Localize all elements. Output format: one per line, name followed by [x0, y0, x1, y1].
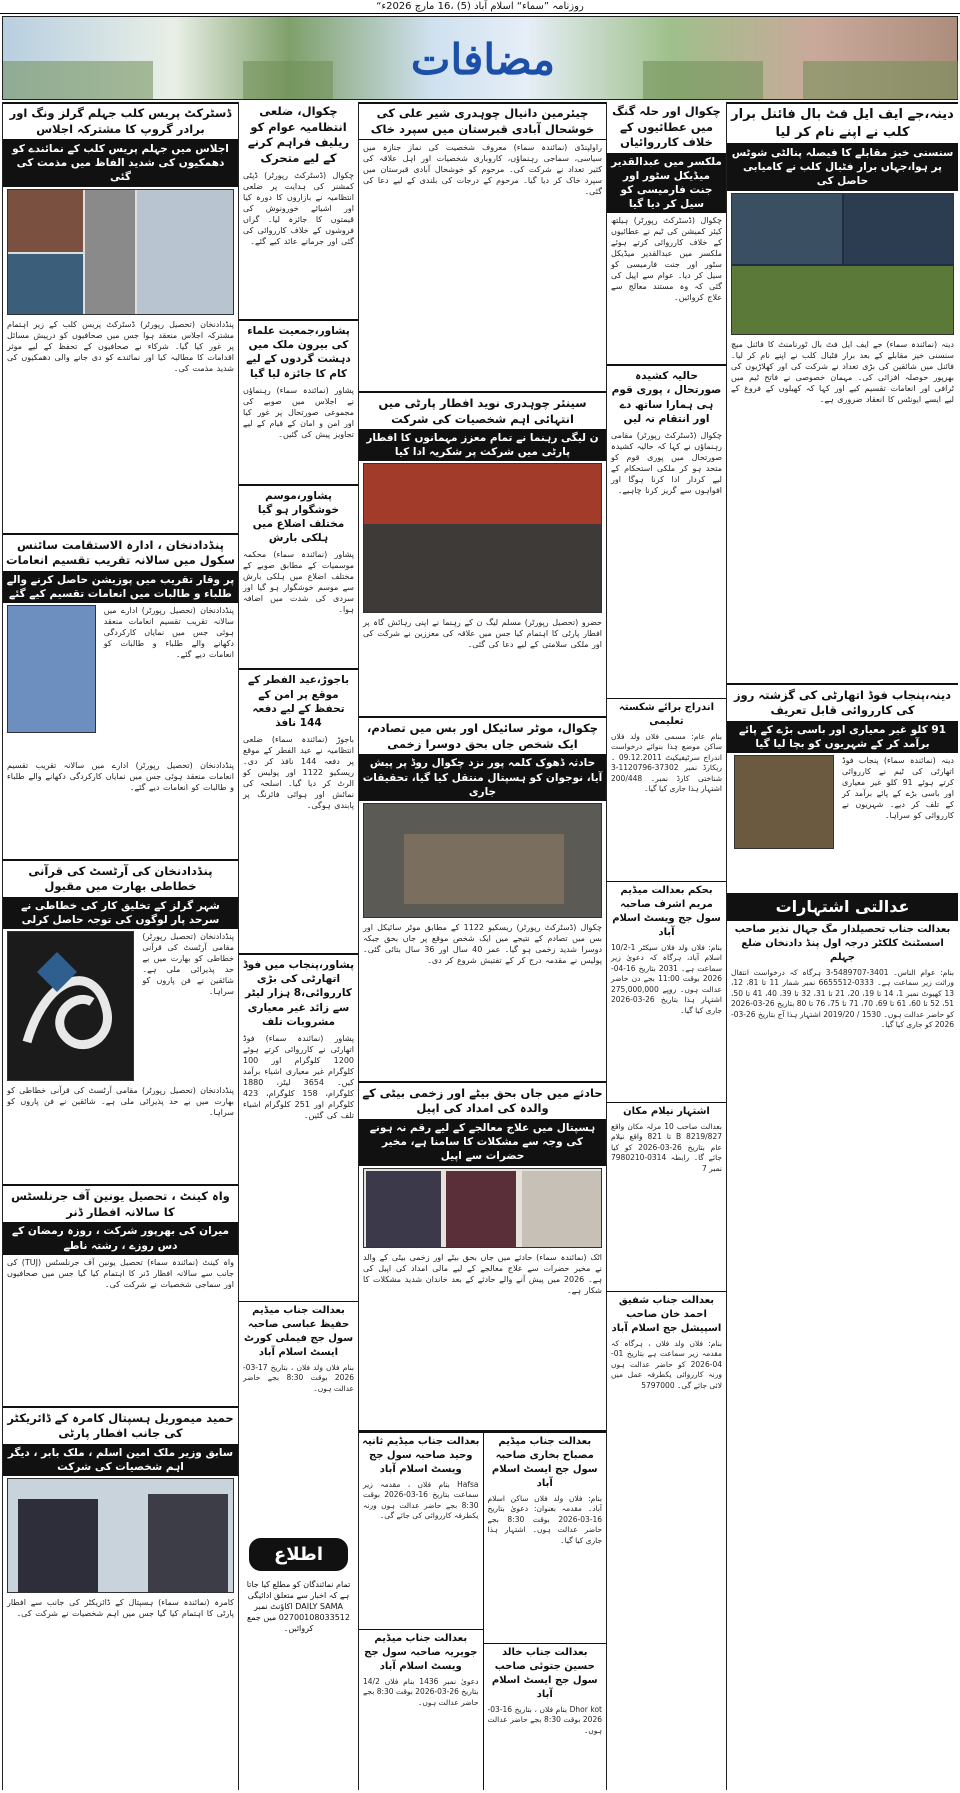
column-5	[2, 102, 238, 1790]
section-banner	[2, 16, 958, 100]
article-body: دینہ (نمائندہ سماء) جے ایف ایل فٹ بال ٹورنامنٹ کا فائنل میچ سنسنی خیز مقابلے کے بعد برار فٹبال کلب نے اپنے نام کر لیا۔ فائنل میں شائقین کی بڑی تعداد نے شرکت کی اور کھلاڑیوں کی بھرپور حوصلہ افزائی کی۔ مہمان خصوصی نے فاتح ٹیم میں ٹرافی اور انعامات تقسیم کیے اور کہا کہ کھیلوں کے فروغ کے لیے ایسے ایونٹس کا انعقاد ضروری ہے۔	[731, 339, 954, 404]
subheadline: سابق وزیر ملک امین اسلم ، ملک بابر ، دیگر اہم شخصیات کی شرکت	[3, 1444, 238, 1476]
notice-body: دعویٰ نمبر 1436 بنام فلاں 14/2 بتاریخ 26-03-2026 بوقت 8:30 بجے حاضر عدالت ہوں۔	[363, 1676, 479, 1707]
iftar-group-photo	[363, 463, 602, 613]
article-body: حضرو (تحصیل رپورٹر) مسلم لیگ ن کے رہنما نے اپنی رہائش گاہ پر افطار پارٹی کا اہتمام کیا جس میں علاقہ کی معززین نے شرکت کی اور ملکی سلامتی کے لیے دعا کی گئی۔	[363, 618, 602, 650]
subheadline: سنسنی خیز مقابلے کا فیصلہ پنالٹی شوٹس پر ہوا،جہاں برار فٹبال کلب نے کامیابی حاصل کی	[727, 144, 958, 191]
calligraphy-icon	[7, 932, 133, 1080]
article-body: کامرہ (نمائندہ سماء) ہسپتال کے ڈائریکٹر کی جانب سے افطار پارٹی کا اہتمام کیا گیا جس میں اہم شخصیات نے شرکت کی۔	[7, 1598, 234, 1619]
iftar-photo	[7, 1478, 234, 1593]
notice-heading: اندراج برائے شکستہ تعلیمی	[618, 701, 715, 727]
notice-body: Dhor kot بنام فلاں ، بتاریخ 16-03-2026 بوقت 8:30 بجے حاضر عدالت ہوں۔	[487, 1704, 602, 1735]
notice-body: بنام فلاں ولد فلاں ، بتاریخ 17-03-2026 بوقت 8:30 بجے حاضر عدالت ہوں۔	[243, 1362, 354, 1393]
subheadline: شہر گرلز کے تخلیق کار کی خطاطی نے سرحد پار لوگوں کی توجہ حاصل کرلی	[3, 897, 238, 929]
divider	[239, 319, 358, 321]
subheadline: پر وقار تقریب میں پوزیشن حاصل کرنے والے طلباء و طالبات میں انعامات تقسیم کیے گئے	[3, 571, 238, 603]
article-body: پنڈدادنخان (تحصیل رپورٹر) مقامی آرٹسٹ کی قرآنی خطاطی کو بھارت میں بے حد پذیرائی ملی ہے۔ شائقین نے فن پاروں کو سراہا۔	[142, 932, 234, 997]
food-photo	[734, 755, 834, 849]
article-body: دینہ (نمائندہ سماء) پنجاب فوڈ اتھارٹی کی ٹیم نے کارروائی کرتے ہوئے 91 کلو غیر معیاری اور باسی بڑے کے پائے برآمد کر کے تلف کر دیے۔ شہریوں نے کارروائی کو سراہا۔	[842, 755, 954, 820]
column-2	[606, 102, 726, 1790]
article-body: باجوڑ (نمائندہ سماء) ضلعی انتظامیہ نے عید الفطر کے موقع پر دفعہ 144 نافذ کر دی۔ ریسکیو 1122 اور پولیس کو الرٹ کر دیا گیا۔ اسلحہ کی نمائش اور ہوائی فائرنگ پر پابندی ہوگی۔	[243, 735, 354, 811]
notice-body: بنام: فلاں ولد فلاں ، ہرگاہ کہ مقدمہ زیر سماعت ہے بتاریخ 01-04-2026 کو حاضر عدالت ہوں ورنہ کارروائی یکطرفہ عمل میں لائی جائے گی۔ 5797000	[611, 1338, 722, 1390]
headline: چکوال، ضلعی انتظامیہ عوام کو ریلیف فراہم کرنے کے لیے متحرک	[247, 104, 350, 165]
notice-body: بنام عام: مسمی فلاں ولد فلاں ساکن موضع ہٰذا بنوائے درخواست اندراج سرٹیفیکیٹ 09.12.2011 ۔ ریکارڈ نمبر 37302-1120796-3 شناختی کارڈ نمبر۔ 200/448 اشتہار ہذا جاری کیا گیا۔	[611, 731, 722, 794]
notice-body: Hafsa بنام فلاں ، مقدمہ زیر سماعت بتاریخ 16-03-2026 بوقت 8:30 بجے حاضر عدالت ہوں ورنہ یکطرفہ کارروائی کی جائے گی۔	[363, 1479, 479, 1520]
divider	[727, 683, 958, 685]
banner-photo-center-left	[243, 61, 333, 99]
column-4	[238, 102, 358, 1790]
article-body: چکوال (ڈسٹرکٹ رپورٹر) ریسکیو 1122 کے مطابق موٹر سائیکل اور بس میں تصادم کے نتیجے میں ایک شخص موقع پر جاں بحق جبکہ دوسرا شدید زخمی ہو گیا۔ عمر 40 سال اور 36 سال بتائی گئی۔ پولیس نے مقدمہ درج کر کے تفتیش شروع کر دی۔	[363, 922, 603, 965]
court-notice	[607, 698, 726, 881]
divider	[359, 716, 606, 718]
divider	[239, 668, 358, 670]
headline: دینہ،پنجاب فوڈ اتھارٹی کی گزشتہ روز کی کارروائی قابل تعریف	[733, 687, 952, 718]
notice-heading: بعدالت جناب میڈیم جویریہ صاحبہ سول جج ویسٹ اسلام آباد	[364, 1632, 478, 1672]
notice-body: بنام: فلاں ولد فلاں ساکن اسلام آباد۔ مقدمہ بعنوان: دعویٰ بتاریخ 16-03-2026 بوقت 8:30 بجے حاضر عدالت ہوں۔ اشتہار ہذا جاری کیا گیا۔	[487, 1493, 602, 1545]
football-photo	[731, 193, 954, 335]
court-notice	[484, 1643, 607, 1791]
article-body: اٹک (نمائندہ سماء) حادثے میں جاں بحق بیٹے اور زخمی بیٹی کے والد نے مخیر حضرات سے علاج معالجے کے لیے مالی امداد کی اپیل کی ہے۔ 2026 میں پیش آنے والے حادثے کے بعد خاندان شدید مشکلات کا شکار ہے۔	[363, 1252, 603, 1295]
article-body: پشاور (نمائندہ سماء) رہنماؤں نے اجلاس میں صوبے کی مجموعی صورتحال پر غور کیا اور امن و امان کے قیام کے لیے تجاویز پیش کی گئیں۔	[243, 385, 354, 439]
divider	[3, 1184, 238, 1186]
court-notice	[727, 920, 958, 1790]
court-notice	[607, 1291, 726, 1718]
headline: چکوال، موٹر سائیکل اور بس میں تصادم، ایک شخص جاں بحق دوسرا زخمی	[366, 721, 598, 751]
court-notice	[359, 1432, 483, 1629]
subheadline: ہسپتال میں علاج معالجے کے لیے رقم نہ ہونے کی وجہ سے مشکلات کا سامنا ہے، مخیر حضرات سے اپیل	[359, 1119, 606, 1166]
announcement-banner: اطلاع	[249, 1538, 348, 1571]
banner-photo-right	[803, 61, 958, 99]
notice-heading: بعدالت جناب میڈیم حفیظ عباسی صاحبہ سول جج فیملی کورٹ ایسٹ اسلام آباد	[243, 1304, 354, 1358]
article-body: واہ کینٹ (نمائندہ سماء) تحصیل یونین آف جرنلسٹس (TUJ) کی جانب سے سالانہ افطار ڈنر کا اہتمام کیا گیا جس میں صحافیوں اور سماجی شخصیات نے شرکت کی۔	[7, 1257, 234, 1289]
accident-photo	[363, 803, 602, 918]
banner-photo-left	[3, 61, 153, 99]
divider	[359, 391, 606, 393]
subheadline: میران کی بھرپور شرکت ، روزہ رمضان کے دس روزے ، رشتہ ناطے	[3, 1222, 238, 1254]
masthead: روزنامہ ”سماء“ اسلام آباد (5) ،16 مارچ 2026ء“	[0, 0, 960, 14]
school-students-photo	[7, 605, 96, 733]
divider	[239, 484, 358, 486]
notice-heading: بعدالت جناب شفیق احمد خان صاحب اسپیشل جج اسلام آباد	[611, 1294, 722, 1334]
column-3	[358, 102, 606, 1790]
headline: سینئر چوہدری نوید افطار پارٹی میں انتہائی اہم شخصیات کی شرکت	[378, 396, 587, 426]
notice-heading: بحکم بعدالت میڈیم مریم اشرف صاحبہ سول جج ویسٹ اسلام آباد	[612, 884, 721, 938]
notice-body: بعدالت صاحب 10 مرلہ مکان واقع 827/B 8219 تا 821 واقع نیلام عام بتاریخ 26-03-2026 کو کیا جائے گا۔ رابطہ 0314-7980210 نمبر 7	[611, 1121, 722, 1173]
subheadline: اجلاس میں جہلم پریس کلب کے نمائندے کو دھمکیوں کی شدید الفاظ میں مذمت کی گئی	[3, 140, 238, 187]
press-club-photos	[7, 189, 234, 315]
divider	[239, 953, 358, 955]
divider	[3, 859, 238, 861]
subheadline: ملکسر میں عبدالقدیر میڈیکل سٹور اور جنت فارمیسی کو سیل کر دیا گیا	[607, 153, 726, 214]
article-body: پشاور (نمائندہ سماء) محکمہ موسمیات کے مطابق صوبے کے مختلف اضلاع میں ہلکی بارش سے موسم خوشگوار ہو گیا اور سردی کی شدت میں اضافہ ہوا۔	[243, 550, 354, 615]
headline: حمید میموریل ہسپتال کامرہ کے ڈائریکٹر کی جانب افطار پارٹی	[7, 1410, 234, 1441]
article-body-continued: پنڈدادنخان (تحصیل رپورٹر) مقامی آرٹسٹ کی قرآنی خطاطی کو بھارت میں بے حد پذیرائی ملی ہے۔ شائقین نے فن پاروں کو سراہا۔	[7, 1086, 234, 1118]
headline: پشاور،جمعیت علماء کی بیرون ملک میں دہشت گردوں کے لیے کام کا جائزہ لیا گیا	[246, 325, 351, 380]
court-notice	[484, 1432, 607, 1643]
victims-photos	[363, 1168, 602, 1248]
announcement-text: تمام نمائندگان کو مطلع کیا جاتا ہے کہ اخبار سے متعلق ادائیگی DAILY SAMA اکاؤنٹ نمبر 02700108033512 میں جمع کروائیں۔	[246, 1579, 351, 1633]
article-body: پشاور (نمائندہ سماء) فوڈ اتھارٹی نے کارروائی کرتے ہوئے 1200 کلوگرام اور 100 کلوگرام غیر معیاری اشیاء برآمد کیں۔ 3654 لیٹر، 1880 کلوگرام، 158 کلوگرام، 423 کلوگرام اور 251 کلوگرام اشیاء تلف کی گئیں۔	[243, 1033, 354, 1120]
headline: پنڈدادنخان ، ادارہ الاستقامت سائنس سکول میں سالانہ تقریب تقسیم انعامات	[6, 537, 235, 568]
divider	[3, 1406, 238, 1408]
court-notice	[239, 1301, 358, 1532]
banner-photo-center-right	[643, 61, 763, 99]
column-1	[726, 102, 958, 1790]
headline: باجوڑ،عید الفطر کے موقع پر امن کے تحفظ کے لیے دفعہ 144 نافذ	[247, 674, 350, 729]
headline: پشاور،پنجاب میں فوڈ اتھارٹی کی بڑی کارروائی،8 ہزار لیٹر سے زائد غیر معیاری مشروبات تلف	[242, 959, 355, 1028]
article-body: راولپنڈی (نمائندہ سماء) معروف شخصیت کی نماز جنازہ میں سیاسی، سماجی رہنماؤں، کاروباری شخصیات اور اہل علاقہ کی کثیر تعداد نے شرکت کی۔ مرحوم کو خوشحال آبادی قبرستان میں سپرد خاک کر دیا گیا۔ مرحوم کے درجات کی بلندی کے لیے دعا کی گئی۔	[363, 143, 602, 197]
notice-heading: بعدالت جناب خالد حسین جتوئی صاحب سول جج ایسٹ اسلام آباد	[491, 1646, 598, 1700]
headline: ڈسٹرکٹ پریس کلب جہلم گرلز ونگ اور برادر گروپ کا مشترکہ اجلاس	[3, 102, 238, 140]
subheadline: حادثہ ڈھوک کلمہ پور نزد چکوال روڈ پر پیش آیا، نوجوان کو ہسپتال منتقل کیا گیا، تحقیقات جاری	[359, 754, 606, 801]
notice-body: بنام: عوام الناس۔ 3401-5489707-3 ہرگاہ کہ درخواست انتقال وراثت زیر سماعت ہے۔ 0333-6655512 نمبر شمار 11 تا 81، 12، 13 کھیوٹ نمبر 1، 14 تا 19، 20، 21 تا 31، 32 تا 39، 40، 41 تا 50، 51، 52 تا 60، 61 تا 69، 70، 71 تا 75، 76 تا 80 بتاریخ 26-03-2026 کو حاضر عدالت ہوں۔ 1530 / 2019/20 اشتہار ہذا آج بتاریخ 26-03-2026 کو جاری کیا گیا۔	[731, 967, 955, 1030]
calligraphy-artwork	[7, 931, 134, 1081]
subheadline: 91 کلو غیر معیاری اور باسی بڑے کے پائے برآمد کر کے شہریوں کو بچا لیا گیا	[727, 721, 958, 753]
court-notice	[607, 881, 726, 1102]
article-body: پنڈدادنخان (تحصیل رپورٹر) ادارے میں سالانہ تقریب تقسیم انعامات منعقد ہوئی جس میں نمایاں کارکردگی دکھانے والے طلباء و طالبات کو انعامات دیے گئے۔	[103, 605, 234, 659]
headline: دینہ،جے ایف ایل فٹ بال فائنل برار کلب نے اپنے نام کر لیا	[727, 102, 958, 144]
headline: واہ کینٹ ، تحصیل یونین آف جرنلسٹس کا سالانہ افطار ڈنر	[11, 1189, 230, 1219]
notice-heading: اشتہار نیلام مکان	[623, 1105, 710, 1117]
article-body: چکوال (ڈسٹرکٹ رپورٹر) مقامی رہنماؤں نے کہا کہ حالیہ کشیدہ صورتحال میں پوری قوم کو متحد ہو کر ملکی استحکام کے لیے کردار ادا کرنا ہوگا اور افواہوں سے گریز کرنا چاہیے۔	[611, 430, 722, 495]
article-body: پنڈدادنخان (تحصیل رپورٹر) ڈسٹرکٹ پریس کلب کے زیر اہتمام مشترکہ اجلاس منعقد ہوا جس میں صحافیوں کو درپیش مسائل پر غور کیا گیا۔ شرکاء نے صحافیوں کے تحفظ کے لیے موثر اقدامات کا مطالبہ کیا اور نمائندے کو دی جانے والی دھمکیوں کی شدید مذمت کی۔	[7, 319, 234, 373]
headline: چکوال اور حلہ گنگ میں عطائیوں کے خلاف کارروائیاں	[612, 104, 721, 150]
article-body: چکوال (ڈسٹرکٹ رپورٹر) ڈپٹی کمشنر کی ہدایت پر ضلعی انتظامیہ نے بازاروں کا دورہ کیا اور اشیائے خورونوش کی قیمتوں کا جائزہ لیا۔ گراں فروشوں کے خلاف کارروائی کی گئی اور جرمانے عائد کیے گئے۔	[243, 171, 354, 247]
divider	[607, 364, 726, 366]
court-notice	[359, 1629, 483, 1791]
banner-title: مضافات	[410, 35, 556, 84]
headline: پنڈدادنخان کی آرٹسٹ کی قرآنی خطاطی بھارت میں مقبول	[28, 863, 213, 894]
article-body: چکوال (ڈسٹرکٹ رپورٹر) ہیلتھ کیئر کمیشن کی ٹیم نے عطائیوں کے خلاف کارروائی کرتے ہوئے ملکسر میں عبدالقدیر میڈیکل سٹور اور جنت فارمیسی کو سیل کر دیا۔ عوام سے اپیل کی گئی کہ وہ مستند معالج سے علاج کروائیں۔	[611, 216, 722, 303]
headline: حادثے میں جاں بحق بیٹے اور زخمی بیٹی کے والدہ کی امداد کی اپیل	[362, 1085, 603, 1116]
notice-body: بنام: فلاں ولد فلاں سیکٹر 1-10/2 اسلام آباد، ہرگاہ کہ دعویٰ زیر سماعت ہے۔ 2031 بتاریخ 16-04-2026 بوقت 11:00 بجے دن حاضر عدالت ہوں۔ روپے 275,000,000 اشتہار ہذا بتاریخ 26-03-2026 جاری کیا گیا۔	[611, 942, 722, 1015]
court-notices-heading: عدالتی اشتہارات	[727, 893, 958, 920]
notice-heading: بعدالت جناب میڈیم ثانیہ وحید صاحبہ سول جج ویسٹ اسلام آباد	[362, 1435, 480, 1475]
court-notice	[607, 1102, 726, 1291]
headline: چیئرمین دانیال چوہدری شیر علی کی خوشحال آبادی قبرستان میں سپرد خاک	[359, 102, 606, 140]
article-body-continued: پنڈدادنخان (تحصیل رپورٹر) ادارے میں سالانہ تقریب تقسیم انعامات منعقد ہوئی جس میں نمایاں کارکردگی دکھانے والے طلباء و طالبات کو انعامات دیے گئے۔	[7, 760, 234, 792]
notice-heading: بعدالت جناب میڈیم مصباح بخاری صاحبہ سول جج ایسٹ اسلام آباد	[491, 1435, 598, 1489]
divider	[359, 1081, 606, 1083]
subheadline: ن لیگی رہنما نے تمام معزز مہمانوں کا افطار پارٹی میں شرکت پر شکریہ ادا کیا	[359, 429, 606, 461]
headline: حالیہ کشیدہ صورتحال ، پوری قوم ہی ہمارا ساتھ دے اور انتقام نہ لیں	[611, 370, 722, 425]
notice-heading: بعدالت جناب تحصیلدار مگ جہال نذیر صاحب اسسٹنٹ کلکٹر درجہ اول پنڈ دادنخان ضلع جہلم	[734, 923, 951, 963]
headline: پشاور،موسم خوشگوار ہو گیا مختلف اضلاع میں ہلکی بارش	[252, 489, 345, 545]
divider	[3, 533, 238, 535]
